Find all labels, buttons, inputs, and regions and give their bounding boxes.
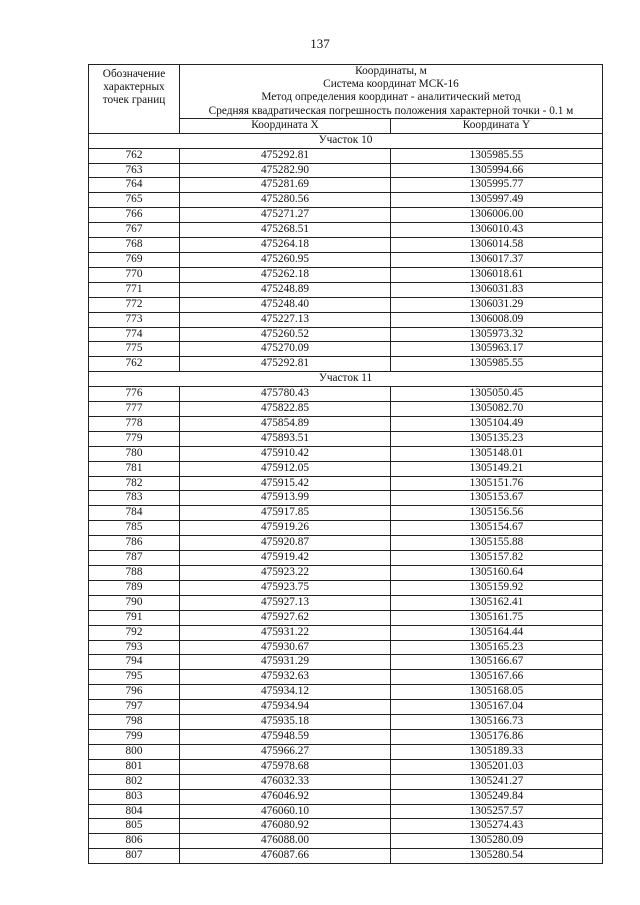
section-row xyxy=(89,372,603,387)
coordinates-header-line: Средняя квадратическая погрешность положения характерной точки - 0.1 м xyxy=(208,104,574,117)
table-row xyxy=(89,178,603,193)
coordinates-header xyxy=(180,65,603,119)
table-row xyxy=(89,804,603,819)
point-number: 804 xyxy=(89,804,180,819)
section-row xyxy=(89,133,603,148)
point-number: 788 xyxy=(89,566,180,581)
point-number: 802 xyxy=(89,774,180,789)
coord-y: 1305155.88 xyxy=(391,536,603,551)
coord-x: 475292.81 xyxy=(180,357,391,372)
table-row xyxy=(89,357,603,372)
coord-x: 475919.26 xyxy=(180,521,391,536)
point-number: 784 xyxy=(89,506,180,521)
section-title: Участок 10 xyxy=(89,133,603,148)
point-number: 786 xyxy=(89,536,180,551)
point-number: 764 xyxy=(89,178,180,193)
coord-y: 1305167.66 xyxy=(391,670,603,685)
coord-x: 475930.67 xyxy=(180,640,391,655)
coord-x: 475978.68 xyxy=(180,759,391,774)
point-number: 797 xyxy=(89,700,180,715)
point-number: 774 xyxy=(89,327,180,342)
table-row xyxy=(89,148,603,163)
coord-x: 476046.92 xyxy=(180,789,391,804)
point-number: 806 xyxy=(89,834,180,849)
table-row xyxy=(89,387,603,402)
coord-y: 1305241.27 xyxy=(391,774,603,789)
coord-y: 1306010.43 xyxy=(391,223,603,238)
coord-y: 1305153.67 xyxy=(391,491,603,506)
coord-y: 1305168.05 xyxy=(391,685,603,700)
coord-x: 475264.18 xyxy=(180,238,391,253)
coord-y: 1305995.77 xyxy=(391,178,603,193)
coord-y: 1305160.64 xyxy=(391,566,603,581)
coord-x: 476088.00 xyxy=(180,834,391,849)
point-number: 762 xyxy=(89,357,180,372)
coord-x: 475919.42 xyxy=(180,551,391,566)
point-number: 773 xyxy=(89,312,180,327)
table-row xyxy=(89,759,603,774)
coord-x: 475923.22 xyxy=(180,566,391,581)
coordinates-header-line: Метод определения координат - аналитический метод xyxy=(261,91,521,104)
point-label-header xyxy=(89,65,180,134)
coord-x: 475282.90 xyxy=(180,163,391,178)
coord-x: 475915.42 xyxy=(180,476,391,491)
table-row xyxy=(89,685,603,700)
coord-x: 475934.12 xyxy=(180,685,391,700)
table-row xyxy=(89,282,603,297)
table-row xyxy=(89,402,603,417)
coord-x: 475923.75 xyxy=(180,580,391,595)
point-number: 793 xyxy=(89,640,180,655)
point-number: 763 xyxy=(89,163,180,178)
table-row xyxy=(89,431,603,446)
coord-x: 475966.27 xyxy=(180,744,391,759)
page-number: 137 xyxy=(310,36,330,51)
coord-x: 475931.29 xyxy=(180,655,391,670)
point-number: 794 xyxy=(89,655,180,670)
coord-y: 1305050.45 xyxy=(391,387,603,402)
table-row xyxy=(89,640,603,655)
coordinates-header-line: Система координат МСК-16 xyxy=(323,78,459,91)
point-number: 772 xyxy=(89,297,180,312)
table-row xyxy=(89,744,603,759)
coord-x: 475260.52 xyxy=(180,327,391,342)
coord-x: 475927.62 xyxy=(180,610,391,625)
point-number: 777 xyxy=(89,402,180,417)
col-x-header: Координата X xyxy=(180,118,391,133)
table-row xyxy=(89,238,603,253)
point-number: 787 xyxy=(89,551,180,566)
point-number: 795 xyxy=(89,670,180,685)
coord-y: 1305148.01 xyxy=(391,446,603,461)
point-number: 805 xyxy=(89,819,180,834)
coord-x: 475934.94 xyxy=(180,700,391,715)
coord-y: 1305135.23 xyxy=(391,431,603,446)
coord-y: 1305973.32 xyxy=(391,327,603,342)
point-label-line: Обозначение xyxy=(102,68,166,80)
coord-y: 1306031.83 xyxy=(391,282,603,297)
table-row xyxy=(89,670,603,685)
table-row xyxy=(89,223,603,238)
table-row xyxy=(89,536,603,551)
table-row xyxy=(89,595,603,610)
coord-y: 1305280.54 xyxy=(391,849,603,864)
header-row xyxy=(89,65,603,119)
coord-y: 1305154.67 xyxy=(391,521,603,536)
coord-x: 475292.81 xyxy=(180,148,391,163)
point-number: 783 xyxy=(89,491,180,506)
coord-x: 475262.18 xyxy=(180,267,391,282)
coord-x: 475281.69 xyxy=(180,178,391,193)
coord-x: 475935.18 xyxy=(180,715,391,730)
coord-x: 475932.63 xyxy=(180,670,391,685)
table-row xyxy=(89,789,603,804)
coord-x: 475948.59 xyxy=(180,729,391,744)
coord-y: 1305280.09 xyxy=(391,834,603,849)
table-row xyxy=(89,163,603,178)
point-number: 762 xyxy=(89,148,180,163)
coord-y: 1305249.84 xyxy=(391,789,603,804)
coord-y: 1305165.23 xyxy=(391,640,603,655)
point-number: 769 xyxy=(89,252,180,267)
coord-y: 1305166.67 xyxy=(391,655,603,670)
coord-x: 476087.66 xyxy=(180,849,391,864)
point-number: 782 xyxy=(89,476,180,491)
table-row xyxy=(89,834,603,849)
point-number: 778 xyxy=(89,416,180,431)
coord-y: 1305149.21 xyxy=(391,461,603,476)
coord-x: 475910.42 xyxy=(180,446,391,461)
coord-y: 1305164.44 xyxy=(391,625,603,640)
coord-x: 475271.27 xyxy=(180,208,391,223)
coord-y: 1306031.29 xyxy=(391,297,603,312)
table-row xyxy=(89,297,603,312)
point-label-line: точек границ xyxy=(102,94,166,107)
coord-y: 1305963.17 xyxy=(391,342,603,357)
table-row xyxy=(89,491,603,506)
point-number: 801 xyxy=(89,759,180,774)
table-row xyxy=(89,655,603,670)
coord-y: 1305176.86 xyxy=(391,729,603,744)
table-row xyxy=(89,610,603,625)
coord-x: 475912.05 xyxy=(180,461,391,476)
coord-x: 475920.87 xyxy=(180,536,391,551)
coord-y: 1305985.55 xyxy=(391,357,603,372)
coord-y: 1305162.41 xyxy=(391,595,603,610)
coord-y: 1305274.43 xyxy=(391,819,603,834)
table-row xyxy=(89,625,603,640)
point-number: 807 xyxy=(89,849,180,864)
coord-y: 1306006.00 xyxy=(391,208,603,223)
point-number: 765 xyxy=(89,193,180,208)
point-number: 775 xyxy=(89,342,180,357)
coord-y: 1305167.04 xyxy=(391,700,603,715)
coord-x: 476032.33 xyxy=(180,774,391,789)
table-row xyxy=(89,521,603,536)
coord-y: 1305257.57 xyxy=(391,804,603,819)
coord-x: 476080.92 xyxy=(180,819,391,834)
coord-y: 1305994.66 xyxy=(391,163,603,178)
table-row xyxy=(89,342,603,357)
coord-x: 475931.22 xyxy=(180,625,391,640)
coord-x: 475917.85 xyxy=(180,506,391,521)
table-row xyxy=(89,566,603,581)
coord-x: 476060.10 xyxy=(180,804,391,819)
point-number: 776 xyxy=(89,387,180,402)
table-row xyxy=(89,715,603,730)
coord-y: 1305159.92 xyxy=(391,580,603,595)
coord-y: 1306017.37 xyxy=(391,252,603,267)
coordinates-table xyxy=(88,64,603,864)
coordinates-header-line: Координаты, м xyxy=(355,65,427,77)
coord-x: 475854.89 xyxy=(180,416,391,431)
table-row xyxy=(89,849,603,864)
point-number: 789 xyxy=(89,580,180,595)
coord-x: 475270.09 xyxy=(180,342,391,357)
coord-x: 475893.51 xyxy=(180,431,391,446)
point-number: 779 xyxy=(89,431,180,446)
coord-y: 1305082.70 xyxy=(391,402,603,417)
coord-y: 1306014.58 xyxy=(391,238,603,253)
coord-x: 475280.56 xyxy=(180,193,391,208)
table-row xyxy=(89,729,603,744)
coord-x: 475780.43 xyxy=(180,387,391,402)
point-number: 803 xyxy=(89,789,180,804)
coord-y: 1305201.03 xyxy=(391,759,603,774)
section-title: Участок 11 xyxy=(89,372,603,387)
point-number: 768 xyxy=(89,238,180,253)
table-row xyxy=(89,461,603,476)
table-row xyxy=(89,819,603,834)
point-number: 770 xyxy=(89,267,180,282)
table-row xyxy=(89,446,603,461)
point-number: 780 xyxy=(89,446,180,461)
table-row xyxy=(89,208,603,223)
coord-y: 1305985.55 xyxy=(391,148,603,163)
point-number: 792 xyxy=(89,625,180,640)
table-row xyxy=(89,476,603,491)
point-number: 781 xyxy=(89,461,180,476)
table-row xyxy=(89,252,603,267)
point-number: 790 xyxy=(89,595,180,610)
table-row xyxy=(89,312,603,327)
table-row xyxy=(89,700,603,715)
point-number: 767 xyxy=(89,223,180,238)
point-number: 785 xyxy=(89,521,180,536)
point-number: 800 xyxy=(89,744,180,759)
coord-y: 1305997.49 xyxy=(391,193,603,208)
point-label-line: характерных xyxy=(103,81,165,94)
point-number: 791 xyxy=(89,610,180,625)
table-row xyxy=(89,193,603,208)
table-row xyxy=(89,774,603,789)
point-number: 766 xyxy=(89,208,180,223)
point-number: 799 xyxy=(89,729,180,744)
table-row xyxy=(89,327,603,342)
table-row xyxy=(89,580,603,595)
point-number: 771 xyxy=(89,282,180,297)
coord-y: 1306018.61 xyxy=(391,267,603,282)
table-row xyxy=(89,416,603,431)
coord-x: 475248.40 xyxy=(180,297,391,312)
table-row xyxy=(89,506,603,521)
point-number: 798 xyxy=(89,715,180,730)
coord-y: 1306008.09 xyxy=(391,312,603,327)
coord-x: 475927.13 xyxy=(180,595,391,610)
col-y-header: Координата Y xyxy=(391,118,603,133)
coord-y: 1305156.56 xyxy=(391,506,603,521)
coord-y: 1305166.73 xyxy=(391,715,603,730)
coord-x: 475227.13 xyxy=(180,312,391,327)
coord-y: 1305189.33 xyxy=(391,744,603,759)
coord-y: 1305104.49 xyxy=(391,416,603,431)
coord-y: 1305151.76 xyxy=(391,476,603,491)
coord-x: 475822.85 xyxy=(180,402,391,417)
coord-y: 1305161.75 xyxy=(391,610,603,625)
coord-x: 475268.51 xyxy=(180,223,391,238)
coord-x: 475260.95 xyxy=(180,252,391,267)
coord-x: 475248.89 xyxy=(180,282,391,297)
table-row xyxy=(89,551,603,566)
coord-y: 1305157.82 xyxy=(391,551,603,566)
coord-x: 475913.99 xyxy=(180,491,391,506)
point-number: 796 xyxy=(89,685,180,700)
table-row xyxy=(89,267,603,282)
